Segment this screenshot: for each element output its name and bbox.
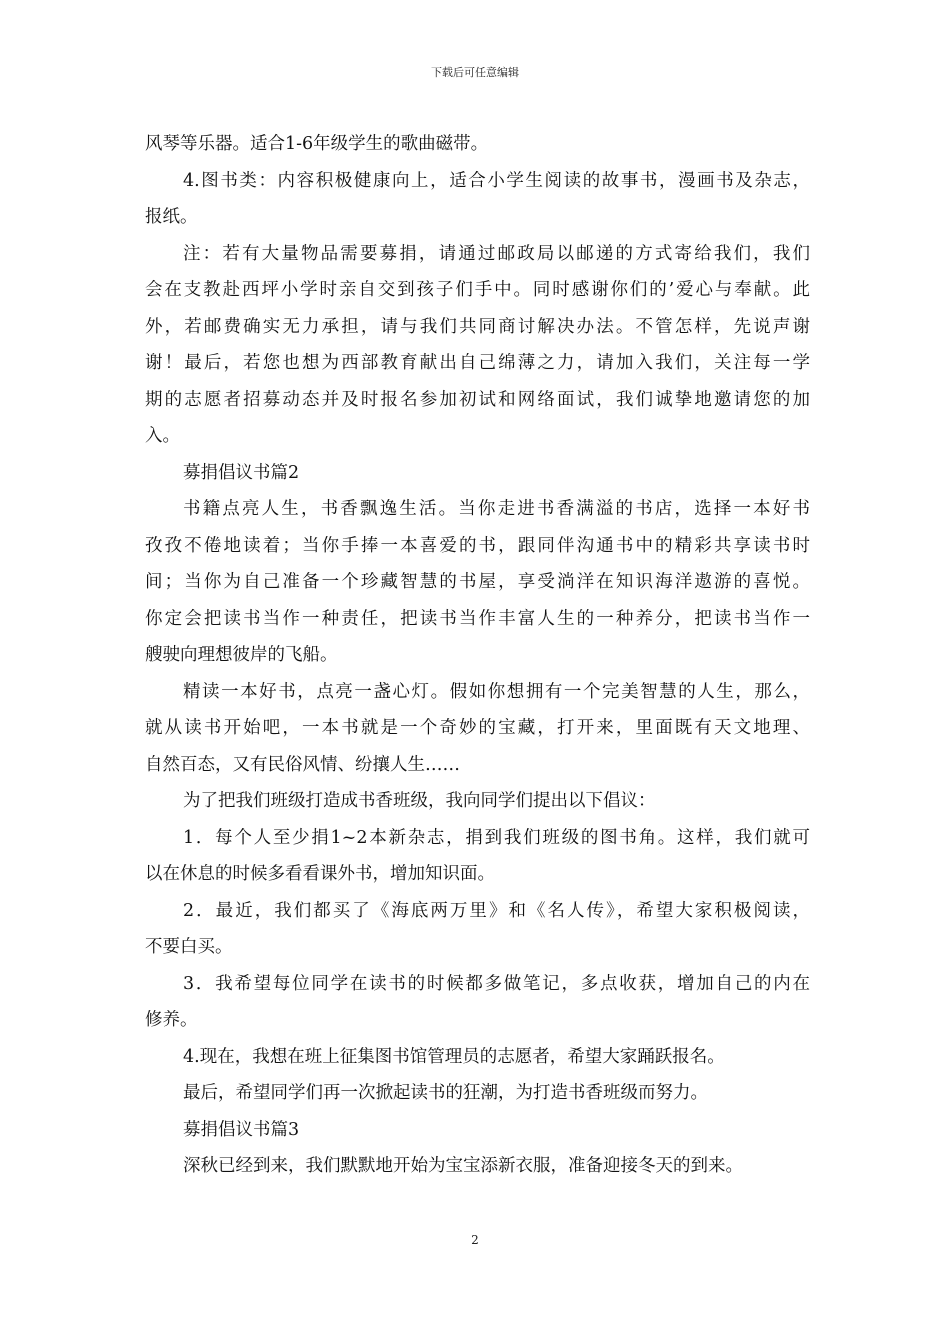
text-line: 深秋已经到来，我们默默地开始为宝宝添新衣服，准备迎接冬天的到来。 [183,1156,743,1176]
text-line: 入。 [145,426,180,446]
text-line: 孜孜不倦地读着；当你手捧一本喜爱的书，跟同伴沟通书中的精彩共享读书时 [145,535,810,556]
text-line: 3．我希望每位同学在读书的时候都多做笔记，多点收获，增加自己的内在 [183,973,810,994]
text-line: 艘驶向理想彼岸的飞船。 [145,645,338,665]
text-line: 募捐倡议书篇3 [183,1119,300,1140]
text-line: 修养。 [145,1010,198,1030]
text-line: 间；当你为自己准备一个珍藏智慧的书屋，享受淌洋在知识海洋遨游的喜悦。 [145,572,810,592]
text-line: 外，若邮费确实无力承担，请与我们共同商讨解决办法。不管怎样，先说声谢 [145,316,810,337]
page-number: 2 [471,1233,479,1247]
text-line: 自然百态，又有民俗风情、纷攘人生…… [145,754,460,775]
text-line: 2．最近，我们都买了《海底两万里》和《名人传》，希望大家积极阅读， [183,900,810,921]
text-line: 不要白买。 [145,937,233,957]
text-line: 4.现在，我想在班上征集图书馆管理员的志愿者，希望大家踊跃报名。 [183,1046,725,1067]
page-header: 下载后可任意编辑 [431,66,519,79]
text-line: 书籍点亮人生，书香飘逸生活。当你走进书香满溢的书店，选择一本好书 [183,499,810,519]
text-line: 报纸。 [145,207,198,227]
text-line: 以在休息的时候多看看课外书，增加知识面。 [145,864,495,884]
text-line: 为了把我们班级打造成书香班级，我向同学们提出以下倡议： [183,791,656,811]
text-line: 1．每个人至少捐1~2本新杂志，捐到我们班级的图书角。这样，我们就可 [183,827,810,848]
text-line: 会在支教赴西坪小学时亲自交到孩子们手中。同时感谢你们的’爱心与奉献。此 [145,280,810,300]
text-line: 募捐倡议书篇2 [183,462,300,483]
text-line: 最后，希望同学们再一次掀起读书的狂潮，为打造书香班级而努力。 [183,1083,708,1103]
text-line: 你定会把读书当作一种责任，把读书当作丰富人生的一种养分，把读书当作一 [145,608,810,629]
text-line: 风琴等乐器。适合1-6年级学生的歌曲磁带。 [145,134,489,154]
text-line: 注：若有大量物品需要募捐，请通过邮政局以邮递的方式寄给我们，我们 [183,243,810,264]
text-line: 谢！最后，若您也想为西部教育献出自己绵薄之力，请加入我们，关注每一学 [145,353,810,373]
document-body [145,126,810,1185]
text-line: 精读一本好书，点亮一盏心灯。假如你想拥有一个完美智慧的人生，那么， [183,681,810,702]
text-line: 4.图书类：内容积极健康向上，适合小学生阅读的故事书，漫画书及杂志， [183,170,810,191]
text-line: 期的志愿者招募动态并及时报名参加初试和网络面试，我们诚挚地邀请您的加 [145,389,810,410]
text-line: 就从读书开始吧，一本书就是一个奇妙的宝藏，打开来，里面既有天文地理、 [145,718,810,738]
